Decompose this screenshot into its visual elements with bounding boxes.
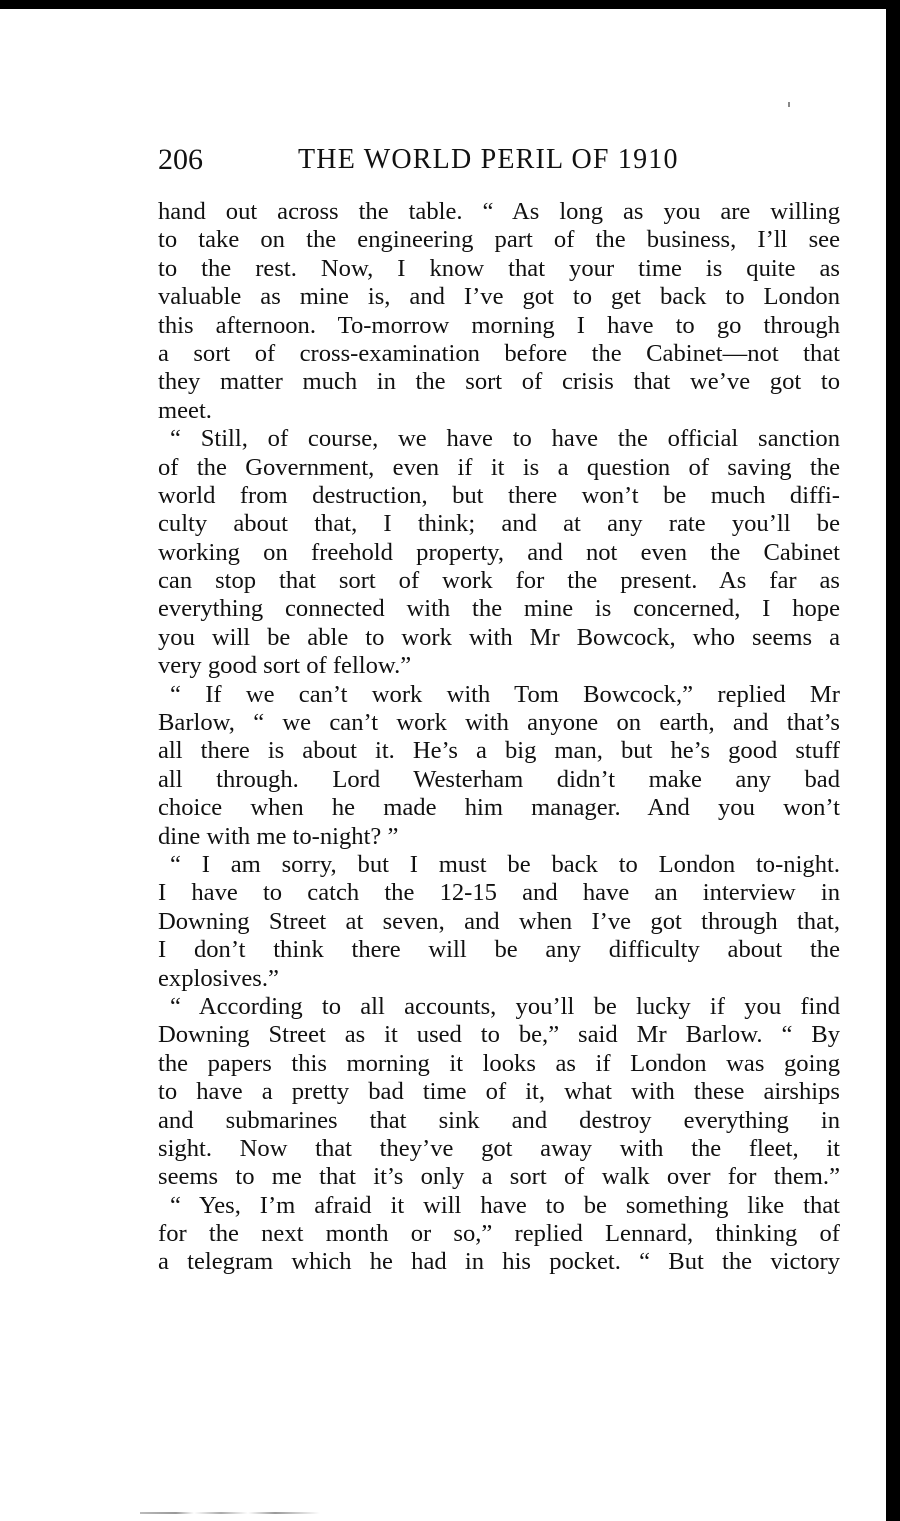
scan-edge-bottom xyxy=(140,1512,320,1514)
text-line: hand out across the table. “ As long as you are willing xyxy=(158,198,840,225)
text-line: explosives.” xyxy=(158,964,279,992)
text-line: valuable as mine is, and I’ve got to get back to London xyxy=(158,283,840,311)
text-line: world from destruction, but there won’t be much diffi- xyxy=(158,481,840,509)
text-line: all through. Lord Westerham didn’t make any bad xyxy=(158,765,840,793)
text-line: I have to catch the 12-15 and have an interview in xyxy=(158,879,840,907)
text-line: and submarines that sink and destroy everything in xyxy=(158,1106,840,1134)
text-line: “ I am sorry, but I must be back to London to-night. xyxy=(170,850,840,878)
text-line: Barlow, “ we can’t work with anyone on earth, and that’s xyxy=(158,709,840,737)
text-line: to have a pretty bad time of it, what with these airships xyxy=(158,1078,840,1106)
text-line: of the Government, even if it is a question of saving the xyxy=(158,453,840,481)
paragraph xyxy=(158,425,840,681)
text-line: “ Yes, I’m afraid it will have to be something like that xyxy=(170,1191,840,1219)
page-number: 206 xyxy=(158,143,203,176)
text-line: a telegram which he had in his pocket. “ But the victory xyxy=(158,1248,840,1276)
text-line: working on freehold property, and not even the Cabinet xyxy=(158,538,840,566)
paragraph xyxy=(158,993,840,1192)
text-line: they matter much in the sort of crisis that we’ve got to xyxy=(158,368,840,396)
text-line: very good sort of fellow.” xyxy=(158,652,412,680)
text-line: for the next month or so,” replied Lennard, thinking of xyxy=(158,1220,840,1248)
text-line: Downing Street as it used to be,” said Mr Barlow. “ By xyxy=(158,1021,840,1049)
paragraph xyxy=(158,198,840,425)
text-line: Downing Street at seven, and when I’ve got through that, xyxy=(158,907,840,935)
text-line: dine with me to-night? ” xyxy=(158,822,399,850)
body-text xyxy=(158,198,840,1277)
text-line: you will be able to work with Mr Bowcock, who seems a xyxy=(158,623,840,651)
text-line: sight. Now that they’ve got away with the fleet, it xyxy=(158,1134,840,1162)
running-title: THE WORLD PERIL OF 1910 xyxy=(298,144,679,175)
text-line: can stop that sort of work for the present. As far as xyxy=(158,567,840,595)
text-line: culty about that, I think; and at any rate you’ll be xyxy=(158,510,840,538)
scan-speck xyxy=(788,102,790,107)
text-line: to the rest. Now, I know that your time is quite as xyxy=(158,254,840,282)
paragraph xyxy=(158,851,840,993)
text-line: this afternoon. To-morrow morning I have to go through xyxy=(158,311,840,339)
text-line: all there is about it. He’s a big man, but he’s good stuff xyxy=(158,737,840,765)
text-line: “ According to all accounts, you’ll be lucky if you find xyxy=(170,992,840,1020)
text-line: “ If we can’t work with Tom Bowcock,” replied Mr xyxy=(170,680,840,708)
paragraph xyxy=(158,1192,840,1277)
text-line: a sort of cross-examination before the Cabinet—not that xyxy=(158,339,840,367)
text-line: I don’t think there will be any difficulty about the xyxy=(158,936,840,964)
text-line: seems to me that it’s only a sort of walk over for them.” xyxy=(158,1163,840,1191)
text-line: choice when he made him manager. And you won’t xyxy=(158,794,840,822)
paragraph xyxy=(158,681,840,851)
text-line: everything connected with the mine is concerned, I hope xyxy=(158,595,840,623)
text-line: to take on the engineering part of the business, I’ll see xyxy=(158,226,840,254)
scan-edge-right xyxy=(886,0,900,1521)
text-line: the papers this morning it looks as if London was going xyxy=(158,1049,840,1077)
text-line: meet. xyxy=(158,396,212,424)
page-header xyxy=(158,140,840,180)
scan-edge-top xyxy=(0,0,900,9)
text-line: “ Still, of course, we have to have the official sanction xyxy=(170,425,840,453)
